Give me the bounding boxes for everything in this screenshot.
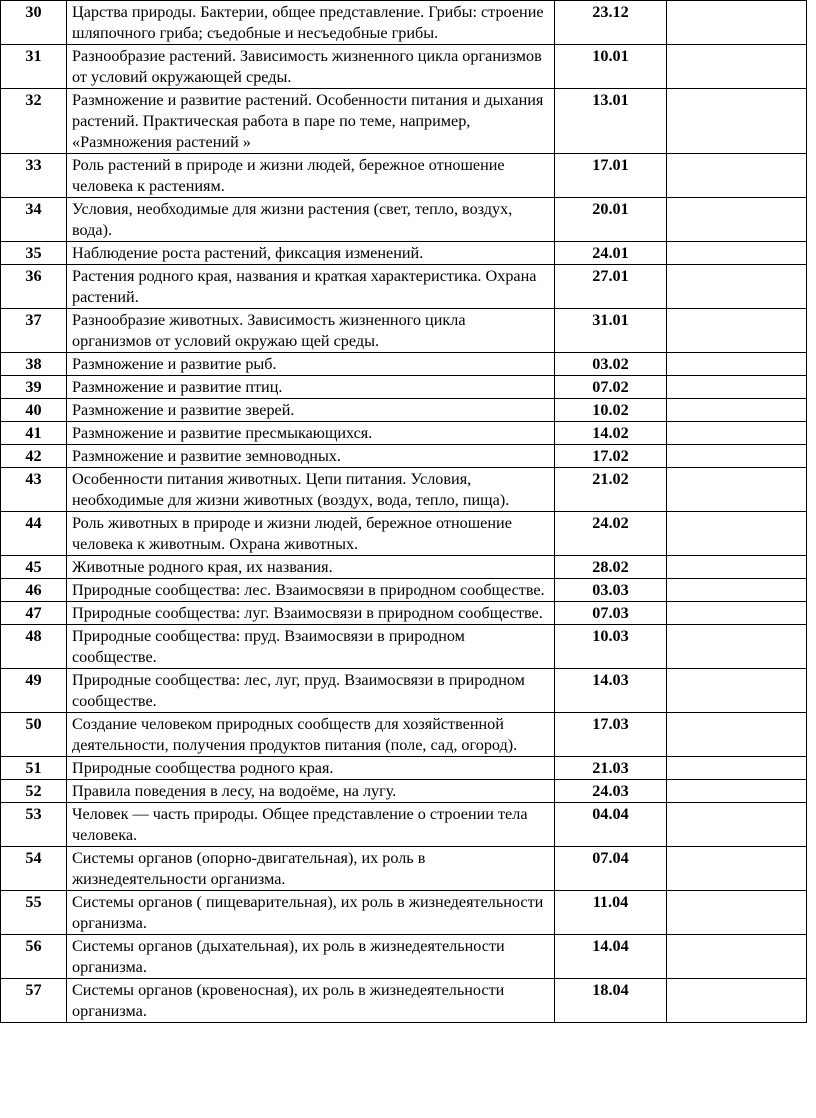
table-row <box>1 468 807 512</box>
table-row <box>1 422 807 445</box>
lesson-topic: Роль растений в природе и жизни людей, бережное отношение человека к растениям. <box>67 154 555 198</box>
lesson-date: 14.03 <box>555 669 667 713</box>
table-row <box>1 935 807 979</box>
lesson-topic: Природные сообщества родного края. <box>67 757 555 780</box>
table-row <box>1 512 807 556</box>
empty-cell <box>667 1 807 45</box>
lesson-number: 37 <box>1 309 67 353</box>
lesson-date: 24.01 <box>555 242 667 265</box>
lesson-number: 33 <box>1 154 67 198</box>
lesson-date: 03.02 <box>555 353 667 376</box>
table-row <box>1 1 807 45</box>
empty-cell <box>667 979 807 1023</box>
lesson-date: 20.01 <box>555 198 667 242</box>
lesson-number: 41 <box>1 422 67 445</box>
lesson-topic: Человек — часть природы. Общее представление о строении тела человека. <box>67 803 555 847</box>
table-row <box>1 803 807 847</box>
empty-cell <box>667 45 807 89</box>
lesson-number: 52 <box>1 780 67 803</box>
table-row <box>1 757 807 780</box>
empty-cell <box>667 89 807 154</box>
empty-cell <box>667 757 807 780</box>
table-row <box>1 399 807 422</box>
table-row <box>1 979 807 1023</box>
lesson-number: 48 <box>1 625 67 669</box>
lesson-topic: Животные родного края, их названия. <box>67 556 555 579</box>
empty-cell <box>667 935 807 979</box>
table-row <box>1 556 807 579</box>
lesson-date: 24.03 <box>555 780 667 803</box>
empty-cell <box>667 198 807 242</box>
lesson-topic: Системы органов (дыхательная), их роль в жизнедеятельности организма. <box>67 935 555 979</box>
lesson-topic: Особенности питания животных. Цепи питания. Условия, необходимые для жизни животных (воздух, вода, тепло, пища). <box>67 468 555 512</box>
lesson-topic: Наблюдение роста растений, фиксация изменений. <box>67 242 555 265</box>
table-row <box>1 602 807 625</box>
lesson-number: 43 <box>1 468 67 512</box>
empty-cell <box>667 625 807 669</box>
lesson-date: 07.02 <box>555 376 667 399</box>
lesson-date: 04.04 <box>555 803 667 847</box>
table-row <box>1 445 807 468</box>
lesson-topic: Природные сообщества: луг. Взаимосвязи в природном сообществе. <box>67 602 555 625</box>
lesson-number: 44 <box>1 512 67 556</box>
empty-cell <box>667 780 807 803</box>
empty-cell <box>667 265 807 309</box>
lesson-number: 34 <box>1 198 67 242</box>
lesson-date: 13.01 <box>555 89 667 154</box>
lesson-topic: Роль животных в природе и жизни людей, бережное отношение человека к животным. Охрана животных. <box>67 512 555 556</box>
lesson-date: 17.03 <box>555 713 667 757</box>
table-row <box>1 353 807 376</box>
lesson-topic: Разнообразие животных. Зависимость жизненного цикла организмов от условий окружаю щей среды. <box>67 309 555 353</box>
lesson-topic: Природные сообщества: лес. Взаимосвязи в природном сообществе. <box>67 579 555 602</box>
lesson-date: 23.12 <box>555 1 667 45</box>
table-row <box>1 154 807 198</box>
table-row <box>1 376 807 399</box>
empty-cell <box>667 803 807 847</box>
table-row <box>1 780 807 803</box>
empty-cell <box>667 512 807 556</box>
lesson-number: 46 <box>1 579 67 602</box>
lesson-rows <box>1 1 807 1023</box>
lesson-date: 21.02 <box>555 468 667 512</box>
table-row <box>1 669 807 713</box>
lesson-topic: Размножение и развитие земноводных. <box>67 445 555 468</box>
table-row <box>1 242 807 265</box>
lesson-date: 17.02 <box>555 445 667 468</box>
lesson-topic: Системы органов ( пищеварительная), их роль в жизнедеятельности организма. <box>67 891 555 935</box>
lesson-number: 31 <box>1 45 67 89</box>
empty-cell <box>667 353 807 376</box>
lesson-date: 07.04 <box>555 847 667 891</box>
table-row <box>1 89 807 154</box>
table-row <box>1 309 807 353</box>
table-row <box>1 579 807 602</box>
lesson-topic: Размножение и развитие зверей. <box>67 399 555 422</box>
table-row <box>1 198 807 242</box>
empty-cell <box>667 422 807 445</box>
lesson-number: 47 <box>1 602 67 625</box>
empty-cell <box>667 309 807 353</box>
lesson-number: 53 <box>1 803 67 847</box>
lesson-number: 57 <box>1 979 67 1023</box>
table-row <box>1 625 807 669</box>
lesson-topic: Системы органов (кровеносная), их роль в жизнедеятельности организма. <box>67 979 555 1023</box>
lesson-topic: Природные сообщества: лес, луг, пруд. Взаимосвязи в природном сообществе. <box>67 669 555 713</box>
lesson-date: 07.03 <box>555 602 667 625</box>
lesson-number: 40 <box>1 399 67 422</box>
lesson-topic: Природные сообщества: пруд. Взаимосвязи в природном сообществе. <box>67 625 555 669</box>
lesson-topic: Системы органов (опорно-двигательная), их роль в жизнедеятельности организма. <box>67 847 555 891</box>
lesson-topic: Размножение и развитие пресмыкающихся. <box>67 422 555 445</box>
lesson-number: 42 <box>1 445 67 468</box>
table-row <box>1 713 807 757</box>
empty-cell <box>667 154 807 198</box>
lesson-number: 36 <box>1 265 67 309</box>
lesson-date: 10.03 <box>555 625 667 669</box>
table-row <box>1 45 807 89</box>
lesson-date: 17.01 <box>555 154 667 198</box>
lesson-date: 18.04 <box>555 979 667 1023</box>
lesson-topic: Царства природы. Бактерии, общее представление. Грибы: строение шляпочного гриба; съедобные и несъедобные грибы. <box>67 1 555 45</box>
lesson-date: 24.02 <box>555 512 667 556</box>
lesson-number: 56 <box>1 935 67 979</box>
lesson-date: 10.01 <box>555 45 667 89</box>
lesson-date: 11.04 <box>555 891 667 935</box>
lesson-number: 45 <box>1 556 67 579</box>
empty-cell <box>667 891 807 935</box>
empty-cell <box>667 376 807 399</box>
lesson-topic: Условия, необходимые для жизни растения (свет, тепло, воздух, вода). <box>67 198 555 242</box>
lesson-number: 38 <box>1 353 67 376</box>
empty-cell <box>667 468 807 512</box>
lesson-number: 51 <box>1 757 67 780</box>
lesson-topic: Правила поведения в лесу, на водоёме, на лугу. <box>67 780 555 803</box>
empty-cell <box>667 847 807 891</box>
empty-cell <box>667 669 807 713</box>
lesson-topic: Размножение и развитие рыб. <box>67 353 555 376</box>
table-row <box>1 265 807 309</box>
empty-cell <box>667 242 807 265</box>
empty-cell <box>667 556 807 579</box>
lesson-number: 35 <box>1 242 67 265</box>
lesson-number: 54 <box>1 847 67 891</box>
empty-cell <box>667 399 807 422</box>
lesson-date: 14.02 <box>555 422 667 445</box>
lesson-date: 28.02 <box>555 556 667 579</box>
empty-cell <box>667 713 807 757</box>
lesson-date: 27.01 <box>555 265 667 309</box>
lesson-topic: Создание человеком природных сообществ для хозяйственной деятельности, получения продуктов питания (поле, сад, огород). <box>67 713 555 757</box>
lesson-date: 21.03 <box>555 757 667 780</box>
empty-cell <box>667 445 807 468</box>
lesson-topic: Разнообразие растений. Зависимость жизненного цикла организмов от условий окружающей среды. <box>67 45 555 89</box>
lesson-topic: Размножение и развитие птиц. <box>67 376 555 399</box>
empty-cell <box>667 579 807 602</box>
table-row <box>1 891 807 935</box>
lesson-topic: Размножение и развитие растений. Особенности питания и дыхания растений. Практическая работа в паре по теме, например, «Размножения растений » <box>67 89 555 154</box>
lesson-number: 49 <box>1 669 67 713</box>
table-row <box>1 847 807 891</box>
lesson-number: 50 <box>1 713 67 757</box>
lesson-number: 32 <box>1 89 67 154</box>
lesson-date: 10.02 <box>555 399 667 422</box>
lesson-number: 55 <box>1 891 67 935</box>
lesson-number: 39 <box>1 376 67 399</box>
lesson-date: 14.04 <box>555 935 667 979</box>
lesson-topic: Растения родного края, названия и краткая характеристика. Охрана растений. <box>67 265 555 309</box>
lesson-date: 31.01 <box>555 309 667 353</box>
lesson-number: 30 <box>1 1 67 45</box>
lesson-date: 03.03 <box>555 579 667 602</box>
empty-cell <box>667 602 807 625</box>
